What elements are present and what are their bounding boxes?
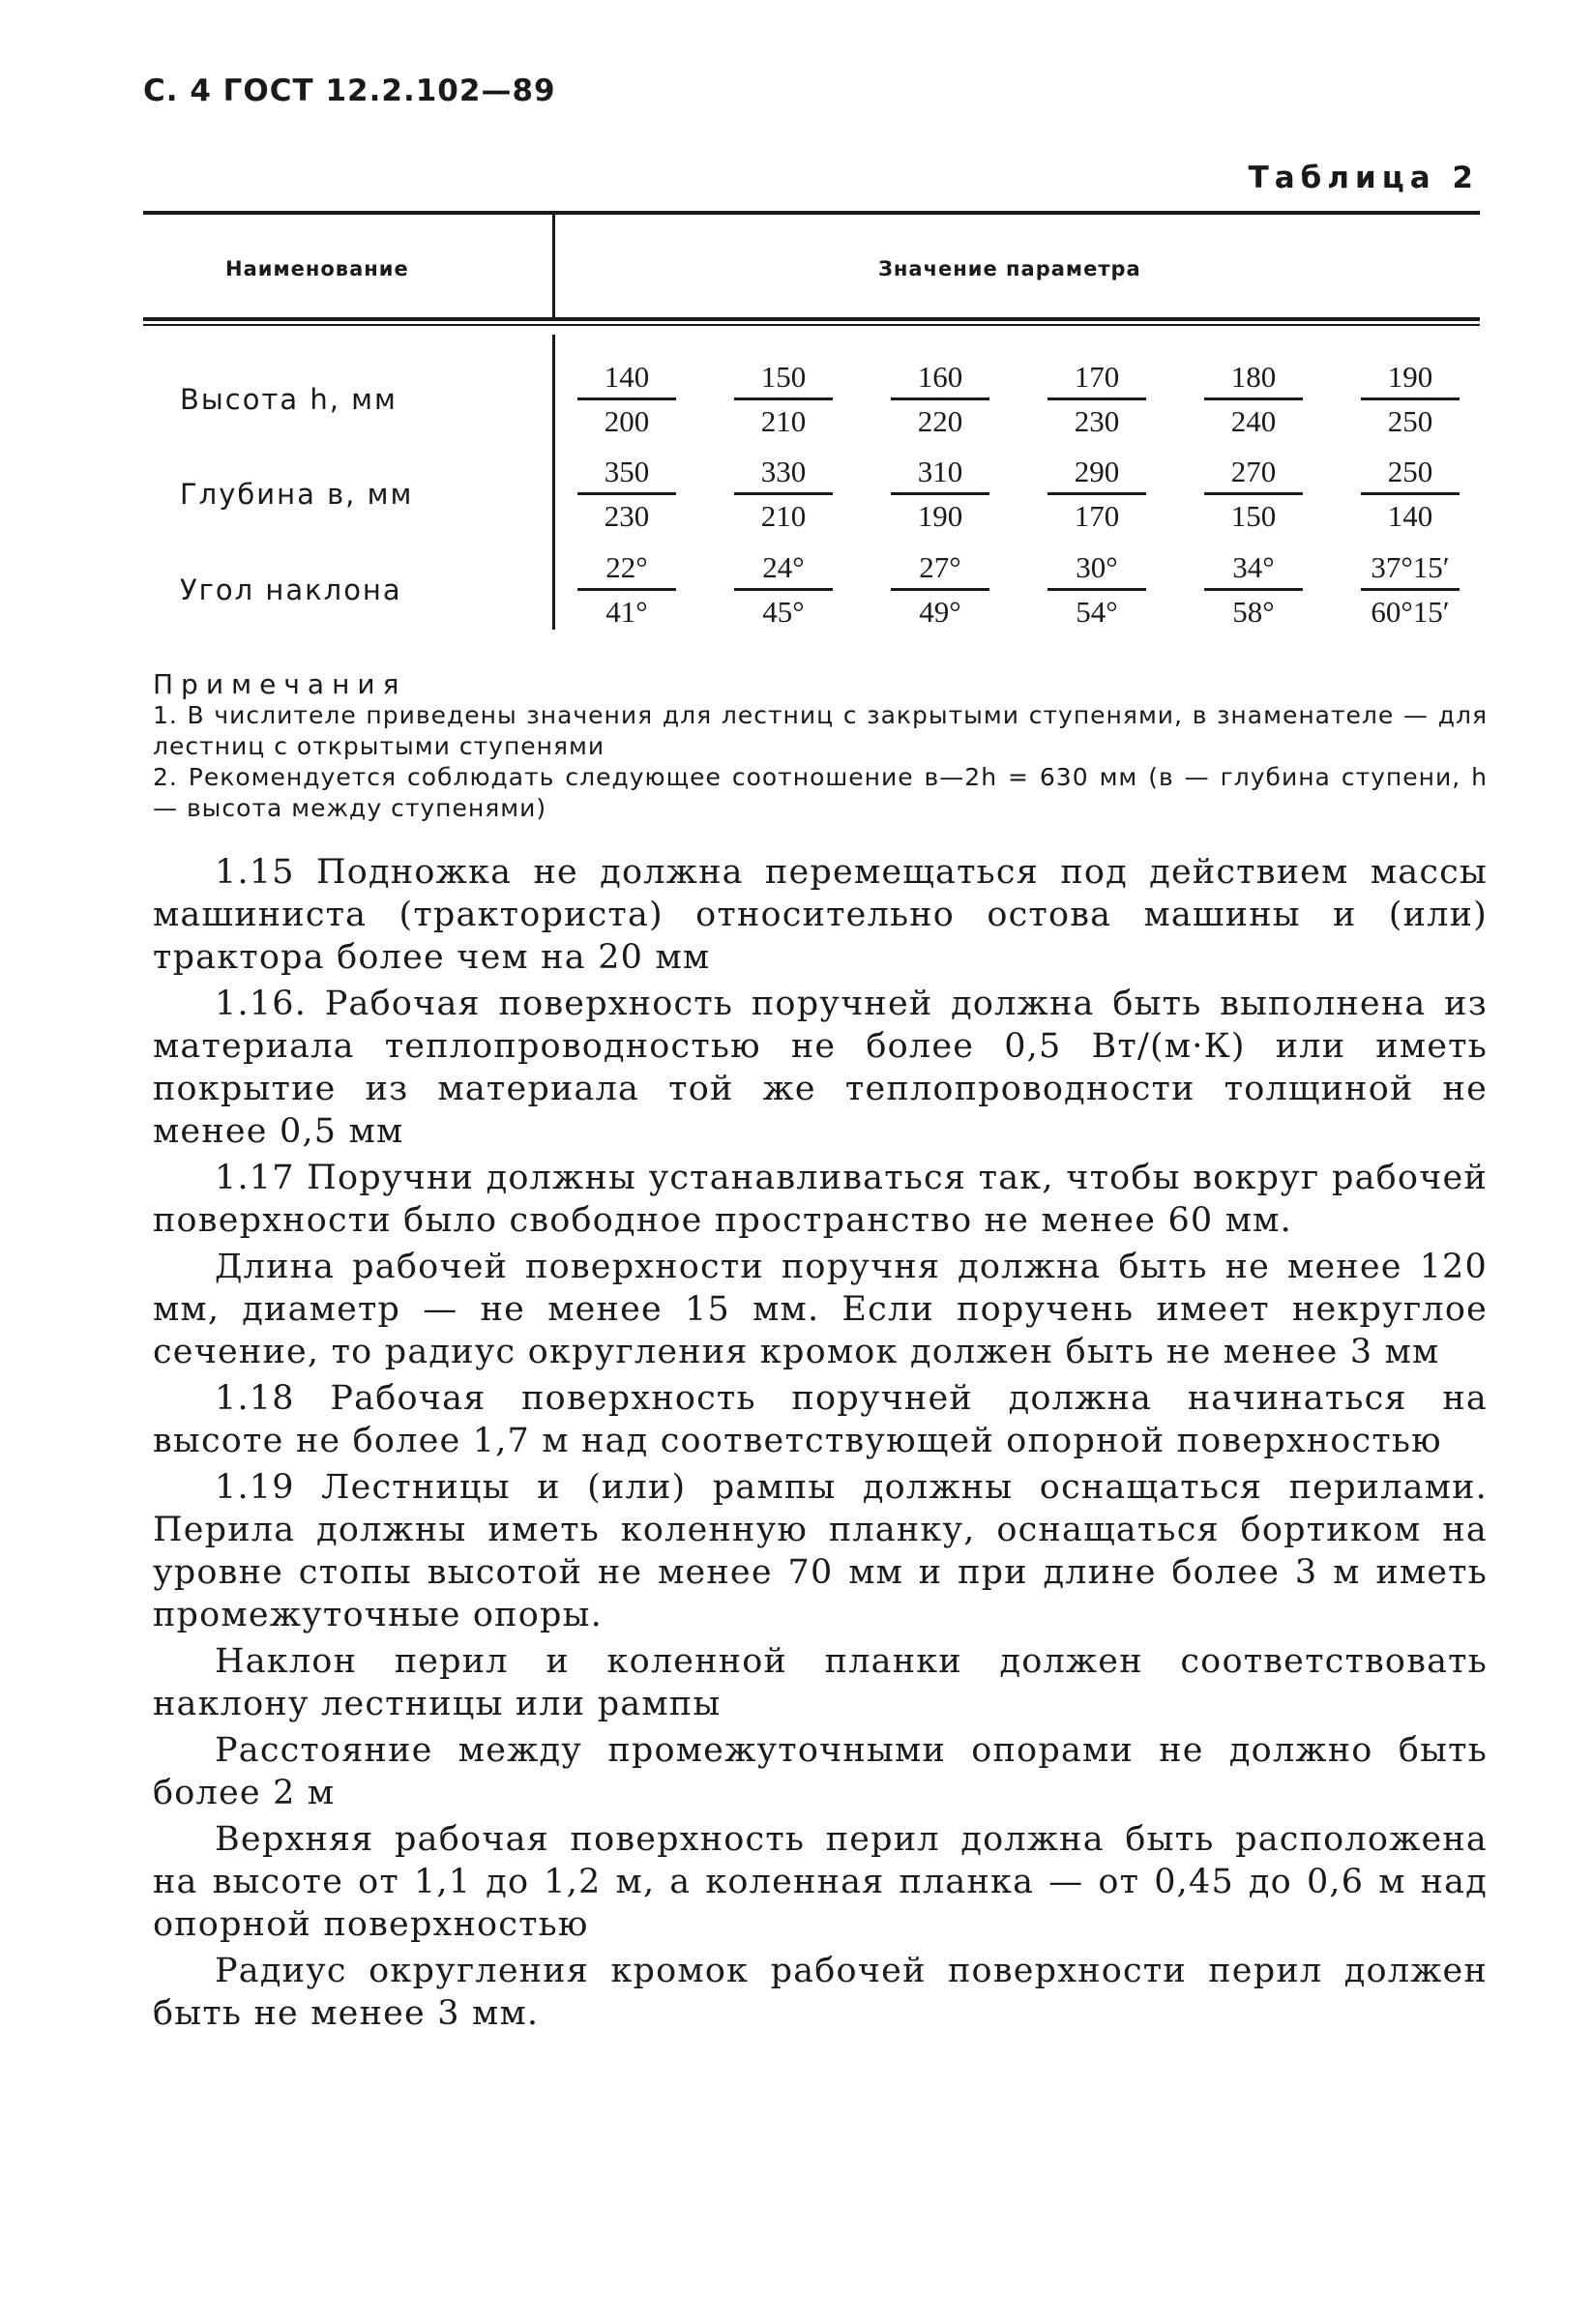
- table-body-divider: [552, 335, 555, 630]
- table-cell: [730, 456, 837, 531]
- paragraph-1-18: 1.18 Рабочая поверхность поручней должна начинаться на высоте не более 1,7 м над соответствующей опорной поверхностью: [153, 1379, 1488, 1460]
- table-cell: [574, 456, 680, 531]
- table-notes: [153, 669, 1488, 824]
- cell-numerator: 350: [604, 455, 650, 488]
- row-label-angle: Угол наклона: [180, 574, 402, 606]
- table-cell: [730, 362, 837, 436]
- paragraph-railing-height: Верхняя рабочая поверхность перил должна быть расположена на высоте от 1,1 до 1,2 м, а коленная планка — от 0,45 до 0,6 м над опорной поверхностью: [153, 1820, 1488, 1944]
- cell-numerator: 190: [1387, 360, 1433, 394]
- table-header-rule: [143, 317, 1480, 321]
- cell-denominator: 45°: [762, 595, 805, 629]
- paragraph-1-16: 1.16. Рабочая поверхность поручней должна быть выполнена из материала теплопроводностью не более 0,5 Вт/(м·К) или иметь покрытие из материала той же теплопроводности толщиной не менее 0,5 мм: [153, 985, 1488, 1151]
- paragraph-edge-radius: Радиус округления кромок рабочей поверхности перил должен быть не менее 3 мм.: [153, 1952, 1488, 2033]
- cell-numerator: 170: [1074, 360, 1120, 394]
- column-header-name: Наименование: [225, 257, 409, 280]
- table-cell: [1200, 456, 1307, 531]
- table-header-rule-thin: [143, 324, 1480, 326]
- cell-denominator: 220: [917, 404, 963, 438]
- table-cell: [1200, 362, 1307, 436]
- cell-numerator: 330: [760, 455, 807, 488]
- table-cell: [1200, 552, 1307, 627]
- paragraph-1-15: 1.15 Подножка не должна перемещаться под действием массы машиниста (тракториста) относительно остова машины и (или) трактора более чем на 20 мм: [153, 853, 1488, 977]
- cell-denominator: 250: [1387, 404, 1433, 438]
- table-cell: [1357, 456, 1463, 531]
- cell-numerator: 150: [760, 360, 807, 394]
- row-label-depth: Глубина в, мм: [180, 478, 414, 511]
- paragraph-support-spacing: Расстояние между промежуточными опорами не должно быть более 2 м: [153, 1731, 1488, 1812]
- cell-denominator: 230: [1074, 404, 1120, 438]
- note-item: 2. Рекомендуется соблюдать следующее соотношение в—2h = 630 мм (в — глубина ступени, h — высота между ступенями): [153, 763, 1488, 822]
- notes-title: Примечания: [153, 668, 407, 700]
- cell-denominator: 170: [1074, 499, 1120, 533]
- cell-denominator: 230: [604, 499, 650, 533]
- cell-numerator: 310: [917, 455, 963, 488]
- cell-numerator: 37°15′: [1371, 550, 1450, 584]
- cell-denominator: 140: [1387, 499, 1433, 533]
- cell-denominator: 54°: [1076, 595, 1118, 629]
- cell-numerator: 180: [1230, 360, 1277, 394]
- cell-numerator: 24°: [762, 550, 805, 584]
- table-cell: [887, 456, 993, 531]
- cell-numerator: 22°: [605, 550, 648, 584]
- cell-numerator: 250: [1387, 455, 1433, 488]
- cell-denominator: 190: [917, 499, 963, 533]
- cell-denominator: 240: [1230, 404, 1277, 438]
- cell-numerator: 34°: [1232, 550, 1275, 584]
- page-header: С. 4 ГОСТ 12.2.102—89: [143, 74, 556, 108]
- cell-numerator: 30°: [1076, 550, 1118, 584]
- cell-denominator: 41°: [605, 595, 648, 629]
- cell-numerator: 160: [917, 360, 963, 394]
- table-cell: [1044, 552, 1150, 627]
- paragraph-railing-slope: Наклон перил и коленной планки должен соответствовать наклону лестницы или рампы: [153, 1642, 1488, 1723]
- paragraph-1-17: 1.17 Поручни должны устанавливаться так, чтобы вокруг рабочей поверхности было свободное пространство не менее 60 мм.: [153, 1159, 1488, 1240]
- cell-numerator: 270: [1230, 455, 1277, 488]
- paragraph-1-19: 1.19 Лестницы и (или) рампы должны оснащаться перилами. Перила должны иметь коленную планку, оснащаться бортиком на уровне стопы высотой не менее 70 мм и при длине более 3 м иметь промежуточные опоры.: [153, 1468, 1488, 1634]
- row-label-height: Высота h, мм: [180, 383, 398, 416]
- table-cell: [1357, 552, 1463, 627]
- table-cell: [730, 552, 837, 627]
- cell-denominator: 58°: [1232, 595, 1275, 629]
- cell-denominator: 200: [604, 404, 650, 438]
- table-caption: Таблица 2: [1248, 161, 1479, 195]
- cell-numerator: 140: [604, 360, 650, 394]
- cell-denominator: 49°: [919, 595, 961, 629]
- cell-numerator: 27°: [919, 550, 961, 584]
- table-cell: [574, 362, 680, 436]
- table-cell: [1044, 362, 1150, 436]
- parameters-table: [143, 211, 1480, 629]
- table-cell: [887, 362, 993, 436]
- table-top-rule: [143, 211, 1480, 215]
- body-text: [153, 851, 1488, 2039]
- cell-denominator: 210: [760, 499, 807, 533]
- cell-denominator: 210: [760, 404, 807, 438]
- table-header-divider: [552, 213, 555, 317]
- cell-denominator: 150: [1230, 499, 1277, 533]
- table-cell: [574, 552, 680, 627]
- column-header-value: Значение параметра: [878, 257, 1141, 280]
- table-cell: [887, 552, 993, 627]
- note-item: 1. В числителе приведены значения для лестниц с закрытыми ступенями, в знаменателе — для лестниц с открытыми ступенями: [153, 701, 1488, 760]
- table-cell: [1357, 362, 1463, 436]
- table-cell: [1044, 456, 1150, 531]
- cell-denominator: 60°15′: [1371, 595, 1450, 629]
- cell-numerator: 290: [1074, 455, 1120, 488]
- paragraph-handrail-length: Длина рабочей поверхности поручня должна быть не менее 120 мм, диаметр — не менее 15 мм. Если поручень имеет некруглое сечение, то радиус округления кромок должен быть не менее 3 мм: [153, 1248, 1488, 1371]
